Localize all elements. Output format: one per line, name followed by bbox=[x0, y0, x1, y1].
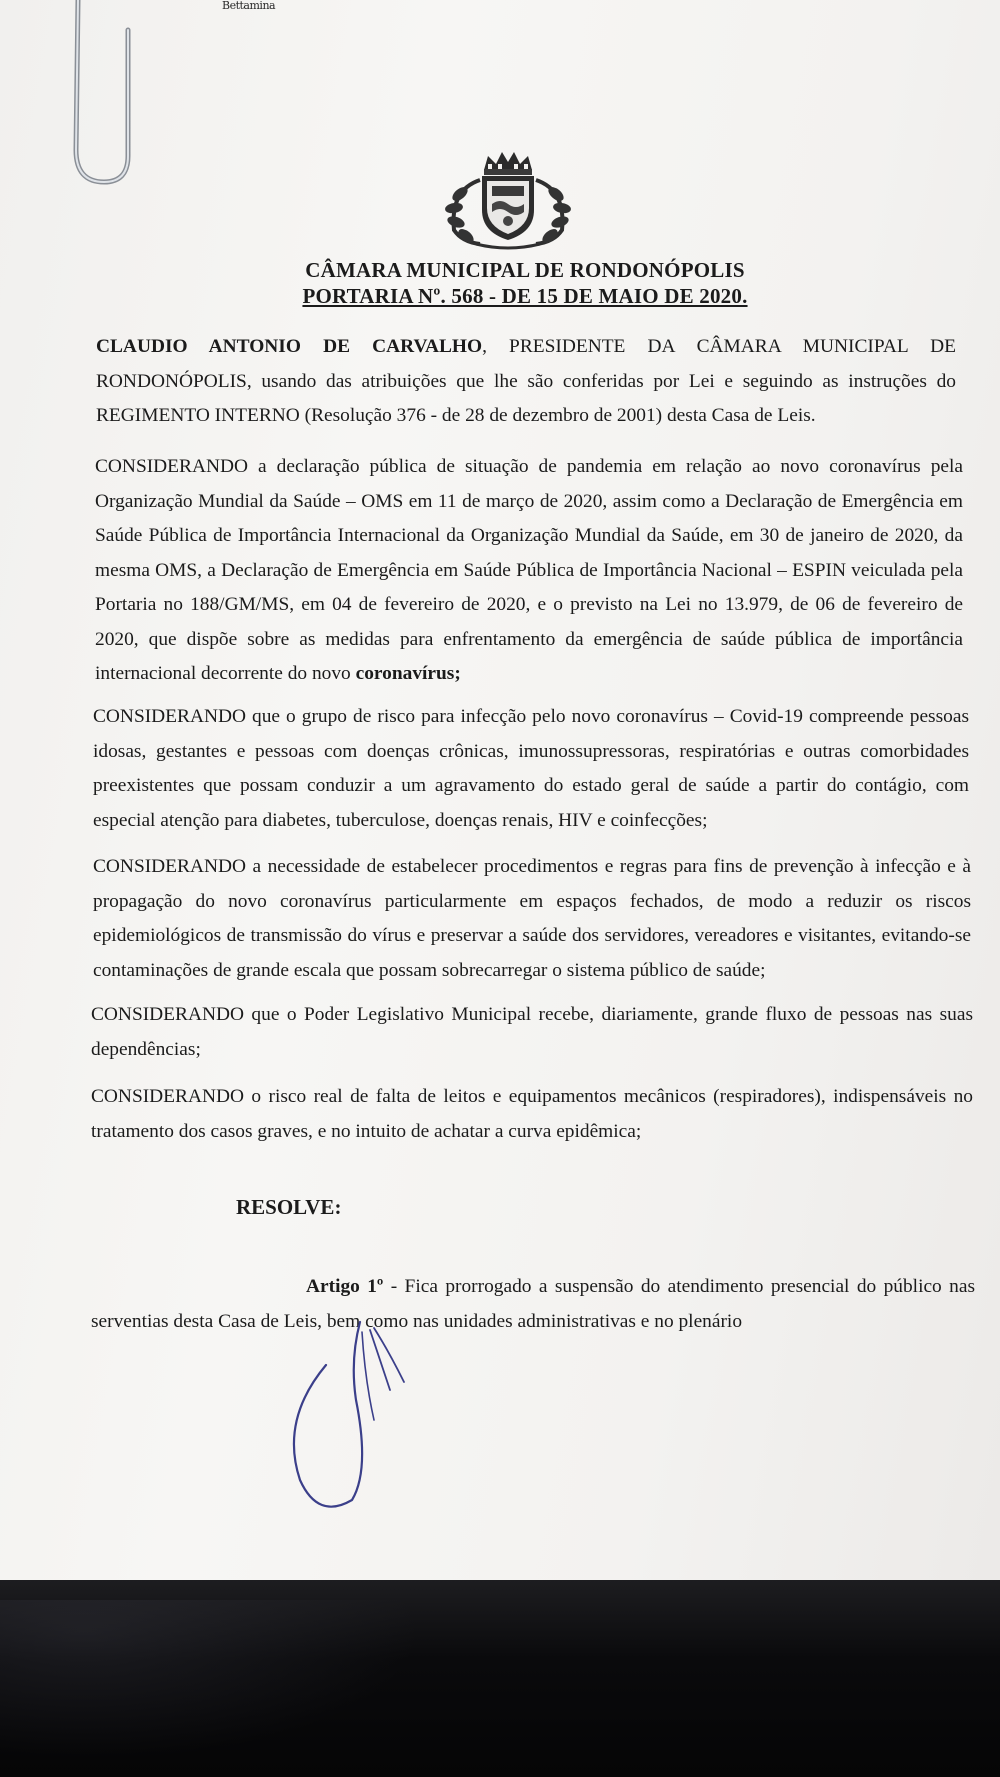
ordinance-title: PORTARIA Nº. 568 - DE 15 DE MAIO DE 2020. bbox=[302, 284, 748, 308]
article-1-paragraph bbox=[91, 1270, 975, 1339]
paper-clip-icon bbox=[70, 0, 140, 190]
considerando-paragraph: CONSIDERANDO a necessidade de estabelecer procedimentos e regras para fins de prevenção à infecção e à propagação do novo coronavírus particularmente em espaços fechados, de modo a reduzir os riscos epidemiológicos de transmissão do vírus e preservar a saúde dos servidores, vereadores e visitantes, evitando-se contaminações de grande escala que possam sobrecarregar o sistema público de saúde; bbox=[93, 856, 971, 981]
considerando-paragraph: CONSIDERANDO o risco real de falta de leitos e equipamentos mecânicos (respiradores), indispensáveis no tratamento dos casos graves, e no intuito de achatar a curva epidêmica; bbox=[91, 1086, 973, 1142]
top-stamp-text: Bettamina bbox=[222, 0, 276, 12]
chamber-title: CÂMARA MUNICIPAL DE RONDONÓPOLIS bbox=[305, 258, 745, 282]
article-1-label: Artigo 1º bbox=[306, 1276, 384, 1297]
considerando-paragraph: CONSIDERANDO que o grupo de risco para infecção pelo novo coronavírus – Covid-19 compreende pessoas idosas, gestantes e pessoas com doenças crônicas, imunossupressoras, respiratórias e outras comorbidades preexistentes que possam conduzir a um agravamento do estado geral de saúde a partir do contágio, com especial atenção para diabetes, tuberculose, doenças renais, HIV e coinfecções; bbox=[93, 706, 969, 831]
article-1-text: - Fica prorrogado a suspensão do atendimento presencial do público nas serventias desta Casa de Leis, bem como nas unidades administrativas e no plenário bbox=[91, 1276, 975, 1332]
resolve-heading: RESOLVE: bbox=[236, 1195, 342, 1219]
intro-paragraph bbox=[96, 330, 956, 434]
considerando-paragraph: CONSIDERANDO a declaração pública de situação de pandemia em relação ao novo coronavírus pela Organização Mundial da Saúde – OMS em 11 de março de 2020, assim como a Declaração de Emergência em Saúde Pública de Importância Internacional da Organização Mundial da Saúde, em 30 de janeiro de 2020, da mesma OMS, a Declaração de Emergência em Saúde Pública de Importância Nacional – ESPIN veiculada pela Portaria no 188/GM/MS, em 04 de fevereiro de 2020, e o previsto na Lei no 13.979, de 06 de fevereiro de 2020, que dispõe sobre as medidas para enfrentamento da emergência de saúde pública de importância internacional decorrente do novo coronavírus; bbox=[95, 456, 963, 684]
municipal-coat-of-arms-icon bbox=[440, 150, 576, 252]
table-background bbox=[0, 1580, 1000, 1777]
handwritten-signature-icon bbox=[270, 1320, 470, 1530]
president-name: CLAUDIO ANTONIO DE CARVALHO bbox=[96, 336, 483, 357]
intro-text: , PRESIDENTE DA CÂMARA MUNICIPAL DE RONDONÓPOLIS, usando das atribuições que lhe são conferidas por Lei e seguindo as instruções do REGIMENTO INTERNO (Resolução 376 - de 28 de dezembro de 2001) desta Casa de Leis. bbox=[96, 336, 956, 426]
considerando-paragraph: CONSIDERANDO que o Poder Legislativo Municipal recebe, diariamente, grande fluxo de pessoas nas suas dependências; bbox=[91, 1004, 973, 1060]
